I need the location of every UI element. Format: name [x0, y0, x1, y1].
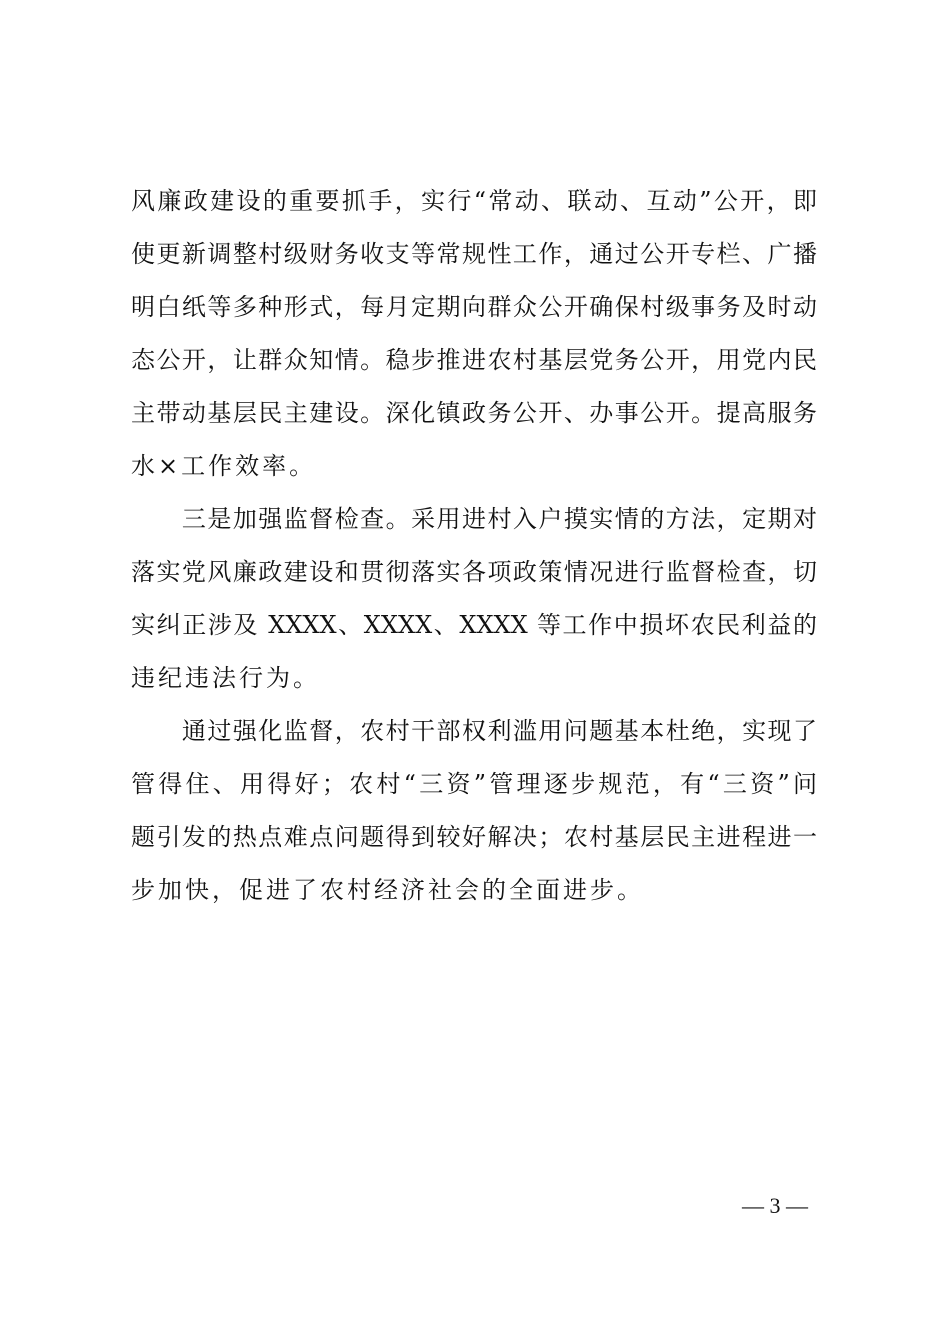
text-line: 步加快，促进了农村经济社会的全面进步。: [131, 876, 644, 904]
text-line: 风廉政建设的重要抓手，实行“常动、联动、互动”公开，即: [131, 187, 817, 215]
text-line: 管得住、用得好；农村“三资”管理逐步规范，有“三资”问: [131, 770, 817, 798]
text-line: 三是加强监督检查。采用进村入户摸实情的方法，定期对: [131, 505, 817, 533]
text-line: 明白纸等多种形式，每月定期向群众公开确保村级事务及时动: [131, 293, 817, 321]
text-line: 违纪违法行为。: [131, 664, 320, 692]
text-line: 水×工作效率。: [131, 452, 317, 480]
text-line: 主带动基层民主建设。深化镇政务公开、办事公开。提高服务: [131, 399, 817, 427]
paragraph-1: [131, 180, 817, 498]
paragraph-2: [131, 498, 817, 710]
paragraph-3: [131, 710, 817, 922]
page-number: — 3 —: [742, 1193, 808, 1218]
text-line: 实纠正涉及 XXXX、XXXX、XXXX 等工作中损坏农民利益的: [131, 611, 817, 639]
text-line: 态公开，让群众知情。稳步推进农村基层党务公开，用党内民: [131, 346, 817, 374]
body-text: [131, 180, 817, 922]
text-line: 通过强化监督，农村干部权利滥用问题基本杜绝，实现了: [131, 717, 817, 745]
text-line: 题引发的热点难点问题得到较好解决；农村基层民主进程进一: [131, 823, 817, 851]
text-line: 使更新调整村级财务收支等常规性工作，通过公开专栏、广播: [131, 240, 817, 268]
text-line: 落实党风廉政建设和贯彻落实各项政策情况进行监督检查，切: [131, 558, 817, 586]
